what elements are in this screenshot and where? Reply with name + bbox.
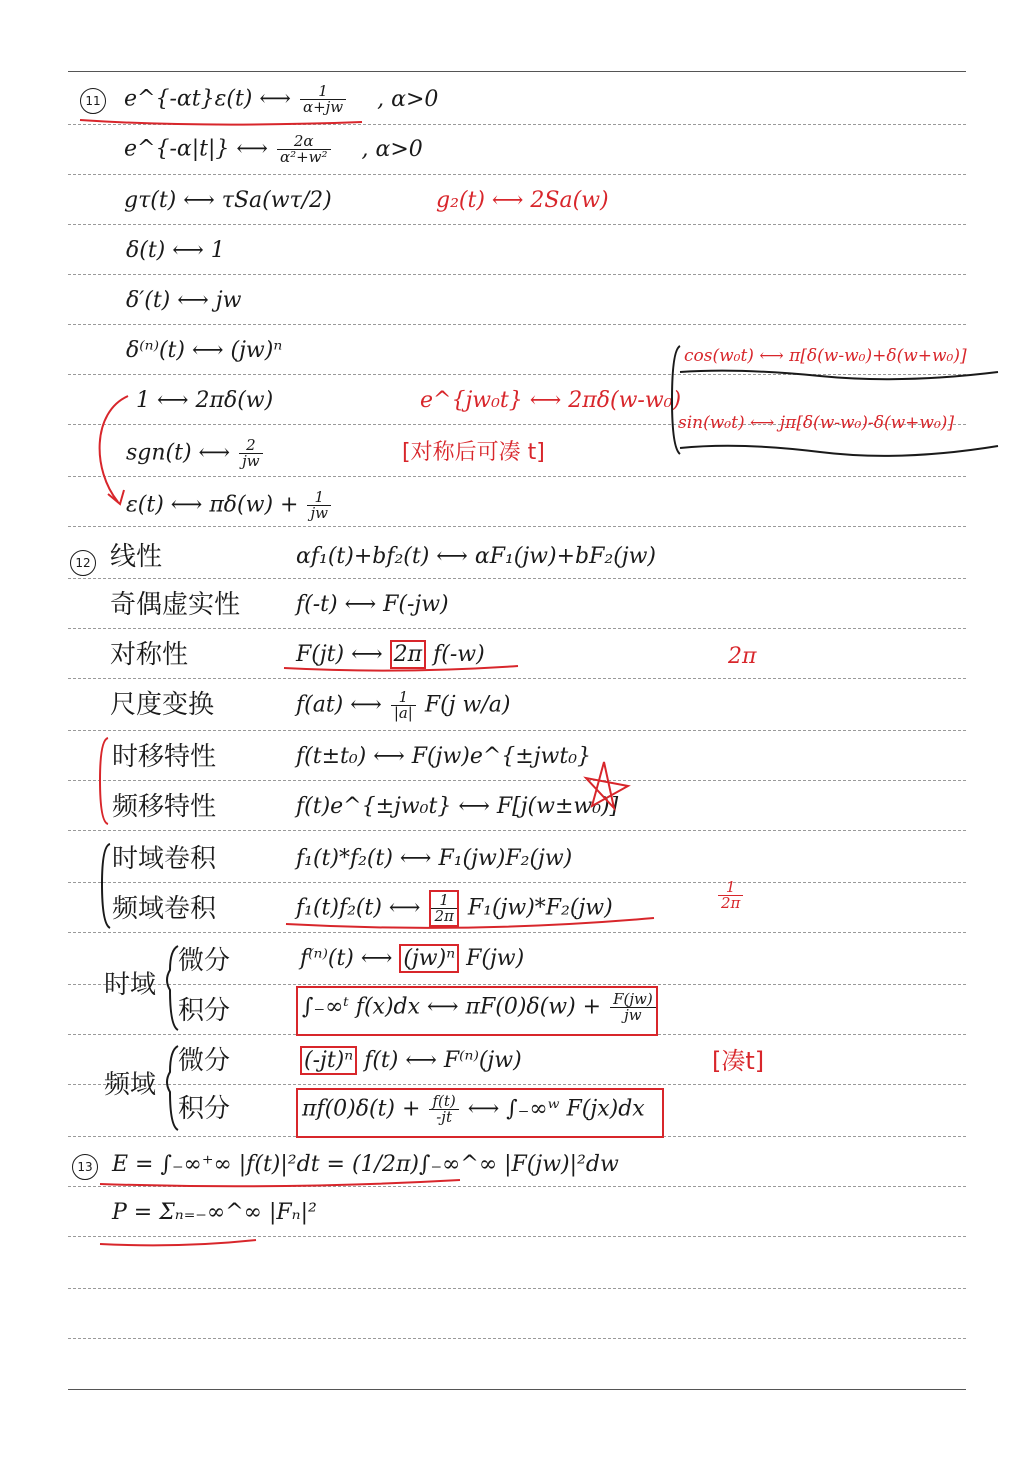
prop-linear-name: 线性: [110, 542, 163, 572]
section-11-badge: 11: [80, 88, 106, 114]
denominator: α²+w²: [279, 148, 328, 166]
underline-stroke: [100, 1240, 256, 1245]
formula-delta-nth: δ⁽ⁿ⁾(t) ⟷ (jw)ⁿ: [126, 338, 283, 363]
td-diff-rhs: F(jw): [466, 946, 525, 971]
denominator: 2π: [434, 907, 454, 925]
prop-parity-name: 奇偶虚实性: [110, 590, 241, 620]
fd-int-lhs: πf(0)δ(t) +: [302, 1096, 421, 1122]
wavy-underline: [680, 371, 998, 380]
prop-timeshift-name: 时移特性: [112, 742, 217, 772]
formula-delta-derivative: δ′(t) ⟷ jw: [126, 288, 242, 313]
fd-diff-name: 微分: [178, 1046, 231, 1076]
numerator: f(t): [429, 1094, 458, 1110]
bracket-stroke: [102, 844, 110, 928]
numerator: F(jw): [610, 992, 656, 1008]
numerator: 2: [239, 438, 263, 454]
section-13-badge: 13: [72, 1154, 98, 1180]
highlight-2pi: 2π: [390, 640, 426, 669]
prop-scale-rhs: F(j w/a): [424, 692, 511, 718]
prop-scale-name: 尺度变换: [110, 690, 215, 720]
td-int-lhs: ∫₋∞ᵗ f(x)dx ⟷ πF(0)δ(w) +: [302, 994, 602, 1020]
bracket-stroke: [672, 346, 680, 454]
formula-step-lhs: ε(t) ⟷ πδ(w) +: [126, 492, 299, 518]
fd-int-name: 积分: [178, 1094, 231, 1124]
prop-freqconv-lhs: f₁(t)f₂(t) ⟷: [296, 895, 421, 921]
note-couple-t: [凑t]: [712, 1047, 765, 1075]
numerator: 1: [431, 893, 456, 909]
prop-timeshift: f(t±t₀) ⟷ F(jw)e^{±jwt₀}: [296, 744, 592, 769]
highlight-minus-jt-n: (-jt)ⁿ: [300, 1046, 357, 1075]
numerator: 2α: [277, 134, 331, 150]
formula-exp-abs-lhs: e^{-α|t|} ⟷: [124, 136, 268, 162]
prop-symmetry-lhs: F(jt) ⟷: [296, 642, 383, 667]
denominator: 2π: [721, 894, 741, 912]
star-mark: [586, 762, 628, 808]
fd-int-rhs: ⟷ ∫₋∞ʷ F(jx)dx: [467, 1096, 645, 1122]
prop-freqshift: f(t)e^{±jw₀t} ⟷ F[j(w±w₀)]: [296, 794, 619, 819]
prop-timeconv-name: 时域卷积: [112, 844, 217, 874]
note-symmetry: [对称后可凑 t]: [402, 440, 545, 465]
numerator: 1: [300, 84, 346, 100]
link-arrow: [100, 396, 128, 502]
underline-stroke: [100, 1180, 460, 1186]
note-gate: g₂(t) ⟷ 2Sa(w): [436, 188, 609, 213]
prop-scale-lhs: f(at) ⟷: [296, 692, 382, 718]
section-12-badge: 12: [70, 550, 96, 576]
denominator: α+jw: [302, 98, 344, 116]
formula-exp-step-lhs: e^{-αt}ε(t) ⟷: [124, 86, 291, 112]
td-diff-name: 微分: [178, 946, 231, 976]
underline-stroke: [80, 120, 362, 125]
prop-symmetry-rhs: f(-w): [433, 642, 485, 667]
fd-diff-rhs: f(t) ⟷ F⁽ⁿ⁾(jw): [364, 1048, 522, 1073]
brace-stroke: [167, 946, 178, 1030]
underline-stroke: [284, 666, 518, 671]
numerator: 1: [307, 490, 331, 506]
denominator: jw: [242, 452, 260, 470]
formula-sgn-lhs: sgn(t) ⟷: [126, 440, 231, 466]
brace-stroke: [167, 1046, 178, 1130]
note-cos: cos(w₀t) ⟷ π[δ(w-w₀)+δ(w+w₀)]: [684, 346, 967, 366]
numerator: 1: [718, 880, 743, 896]
condition: , α>0: [377, 86, 439, 112]
note-sin: sin(w₀t) ⟷ jπ[δ(w-w₀)-δ(w+w₀)]: [678, 413, 955, 433]
prop-timeconv: f₁(t)*f₂(t) ⟷ F₁(jw)F₂(jw): [296, 846, 573, 871]
denominator: jw: [310, 504, 328, 522]
note-2pi: 2π: [728, 644, 757, 669]
prop-freqconv-rhs: F₁(jw)*F₂(jw): [467, 895, 613, 921]
formula-constant: 1 ⟷ 2πδ(w): [136, 388, 274, 413]
denominator: |a|: [393, 704, 413, 722]
note-complex-exp: e^{jw₀t} ⟷ 2πδ(w-w₀): [420, 388, 682, 413]
prop-freqconv-name: 频域卷积: [112, 894, 217, 924]
condition: , α>0: [361, 136, 423, 162]
denominator: jw: [624, 1006, 642, 1024]
prop-symmetry-name: 对称性: [110, 640, 189, 670]
prop-parity: f(-t) ⟷ F(-jw): [296, 592, 449, 617]
td-int-name: 积分: [178, 996, 231, 1026]
prop-linear: αf₁(t)+bf₂(t) ⟷ αF₁(jw)+bF₂(jw): [296, 544, 657, 569]
formula-energy: E = ∫₋∞⁺∞ |f(t)|²dt = (1/2π)∫₋∞^∞ |F(jw)|²dw: [112, 1152, 619, 1177]
formula-delta: δ(t) ⟷ 1: [126, 238, 225, 263]
formula-gate: gτ(t) ⟷ τSa(wτ/2): [124, 188, 332, 213]
formula-power: P = Σₙ₌₋∞^∞ |Fₙ|²: [112, 1200, 317, 1225]
numerator: 1: [391, 690, 416, 706]
td-diff-lhs: f⁽ⁿ⁾(t) ⟷: [300, 946, 393, 971]
time-domain-group-label: 时域: [104, 970, 157, 1000]
prop-freqshift-name: 频移特性: [112, 792, 217, 822]
bracket-stroke: [100, 738, 108, 824]
freq-domain-group-label: 频域: [104, 1070, 157, 1100]
underline-stroke: [286, 918, 654, 928]
denominator: -jt: [436, 1108, 452, 1126]
highlight-jw-n: (jw)ⁿ: [399, 944, 459, 973]
wavy-underline: [680, 446, 998, 456]
